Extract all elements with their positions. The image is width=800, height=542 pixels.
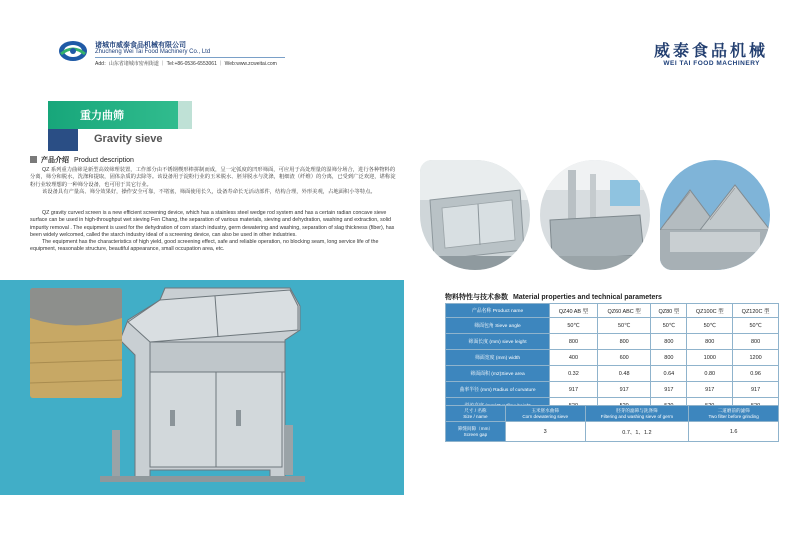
table-row (446, 366, 779, 382)
company-name-cn: 诸城市威泰食品机械有限公司 (95, 42, 186, 49)
table-row (446, 334, 779, 350)
description-paragraph-cn-2: 该设备具有产量高、筛分效果好，操作安全可靠，不堵塞，筛面使用长久，设备寿命长无活动部件，结构合理，外形美观，占地面积小等特点。 (42, 188, 376, 195)
param-value: 917 (687, 382, 733, 398)
header-divider (95, 57, 285, 58)
sieve-surface-closeup (30, 288, 122, 398)
param-label: 曲率半径 (mm) Radius of curvature (446, 382, 550, 398)
gap-col-header-en: Two filter before grinding (708, 413, 759, 419)
param-value: 50℃ (550, 318, 598, 334)
description-paragraph-en-2: The equipment has the characteristics of high yield, good screening effect, safe and reliable operation, no blocking seam, long service life of the equipment, reasonable structure, beautiful appearance, small occupation area, etc. (30, 239, 379, 253)
param-value: 600 (597, 350, 650, 366)
param-value: 800 (651, 350, 687, 366)
company-logo-icon (58, 40, 88, 62)
params-col-header: QZ40 AB 型 (550, 304, 598, 318)
photo-installed-sieve-1 (420, 160, 530, 270)
param-value: 0.96 (733, 366, 779, 382)
screen-gap-table (445, 405, 779, 442)
params-heading-en: Material properties and technical parameters (512, 294, 662, 301)
description-heading-en: Product description (73, 157, 134, 164)
param-value: 800 (687, 334, 733, 350)
gap-col-header-en: Corn dewatering sieve (522, 413, 569, 419)
param-label: 筛面包角 Sieve angle (446, 318, 550, 334)
screen-gap-header-row (446, 406, 779, 422)
params-col-header: 产品名称 Product name (446, 304, 550, 318)
param-value: 400 (550, 350, 598, 366)
param-value: 1200 (733, 350, 779, 366)
page-title-cn: 重力曲筛 (80, 110, 124, 122)
params-table-header-row (446, 304, 779, 318)
param-value: 50℃ (733, 318, 779, 334)
title-banner-block (48, 129, 78, 151)
gap-col-header-en: Size / name (463, 413, 488, 419)
page-title-en: Gravity sieve (94, 133, 163, 145)
description-text-en (30, 210, 400, 254)
gap-col-header (505, 406, 585, 422)
param-value: 0.64 (651, 366, 687, 382)
company-address: Add：山东省诸城市密州街道 ｜ Tel:+86-0536-6553061 ｜ Web:www.zcweitai.com (95, 61, 277, 67)
param-value: 0.48 (597, 366, 650, 382)
param-value: 800 (597, 334, 650, 350)
gap-value: 0.7、1、1.2 (585, 422, 689, 442)
param-value: 50℃ (687, 318, 733, 334)
gap-col-header-en: Filtering and washing sieve of germ (600, 413, 674, 419)
param-label: 筛面宽度 (mm) width (446, 350, 550, 366)
param-value: 800 (651, 334, 687, 350)
gap-value: 3 (505, 422, 585, 442)
table-row (446, 382, 779, 398)
photo-installed-sieve-3 (660, 160, 770, 270)
param-value: 50℃ (597, 318, 650, 334)
param-value: 800 (733, 334, 779, 350)
gap-col-header-cn: 二道磨前的滤筛 (717, 408, 750, 414)
params-heading (445, 292, 662, 302)
description-heading (41, 155, 134, 165)
table-row (446, 422, 779, 442)
gap-row-label-en: Screen gap (463, 431, 488, 437)
description-paragraph-en: QZ gravity curved screen is a new efficient screening device, which has a stainless steel wedge rod system and has a certain radian concave sieve surface can be used in high-throughput wet sieving Fen Chang, the separation of various materials, sieving and dehydration, washing and extraction, solid impurity removal . The equipment is used for the dehydration of corn starch industry, germ dewatering and washing, separation of slag thickness (fiber), has been widely welcomed, called the starch industry ideal of a screening device, can also be used in other industries. (30, 210, 395, 238)
description-paragraph-cn: QZ 系列重力曲筛是新型高效筛理装置，工作部分由不锈钢楔形棒拼制而成，呈一定弧度的凹形筛面，可应用于高处理量的湿筛分场合，进行各种物料的分离，筛分和脱水，洗涤和提取，固体杂质的去除等。该设备用于淀粉行业的玉米脱水、胚芽脱水与洗涤，粗细渣（纤维）的分离，已受到广泛欢迎，堪称淀粉行业较理想的一种筛分设备，也可用于其它行业。 (30, 167, 396, 188)
param-value: 917 (651, 382, 687, 398)
gap-col-header-cn: 玉米胚水曲筛 (531, 408, 559, 414)
gap-col-header-cn: 尺寸 / 名称 (464, 408, 487, 414)
param-value: 0.80 (687, 366, 733, 382)
section-marker-icon (30, 156, 37, 163)
param-label: 筛面面积 (m2)Sieve area (446, 366, 550, 382)
gap-value: 1.6 (689, 422, 779, 442)
params-col-header: QZ60 ABC 型 (597, 304, 650, 318)
brand-name-cn: 威泰食品机械 (653, 43, 768, 60)
param-label: 筛面长度 (mm) sieve leight (446, 334, 550, 350)
param-value: 0.32 (550, 366, 598, 382)
param-value: 917 (550, 382, 598, 398)
table-row (446, 318, 779, 334)
gap-col-header (585, 406, 689, 422)
gap-col-header-cn: 胚芽的滤筛与洗涤筛 (616, 408, 658, 414)
company-name-en: Zhucheng Wei Tai Food Machinery Co., Ltd (95, 49, 211, 55)
table-row (446, 350, 779, 366)
photo-installed-sieve-2 (540, 160, 650, 270)
params-heading-cn: 物料特性与技术参数 (445, 294, 508, 301)
gap-col-header (446, 406, 506, 422)
param-value: 800 (550, 334, 598, 350)
description-text-cn (30, 167, 400, 196)
params-table (445, 303, 779, 414)
brand-name-en: WEI TAI FOOD MACHINERY (663, 60, 760, 67)
param-value: 917 (733, 382, 779, 398)
param-value: 1000 (687, 350, 733, 366)
param-value: 917 (597, 382, 650, 398)
title-banner-accent (178, 101, 192, 129)
description-heading-cn: 产品介绍 (41, 157, 69, 164)
gap-row-label (446, 422, 506, 442)
gap-col-header (689, 406, 779, 422)
params-col-header: QZ80 型 (651, 304, 687, 318)
gap-row-label-cn: 筛缝间隙（mm） (457, 426, 494, 432)
params-col-header: QZ100C 型 (687, 304, 733, 318)
params-col-header: QZ120C 型 (733, 304, 779, 318)
param-value: 50℃ (651, 318, 687, 334)
